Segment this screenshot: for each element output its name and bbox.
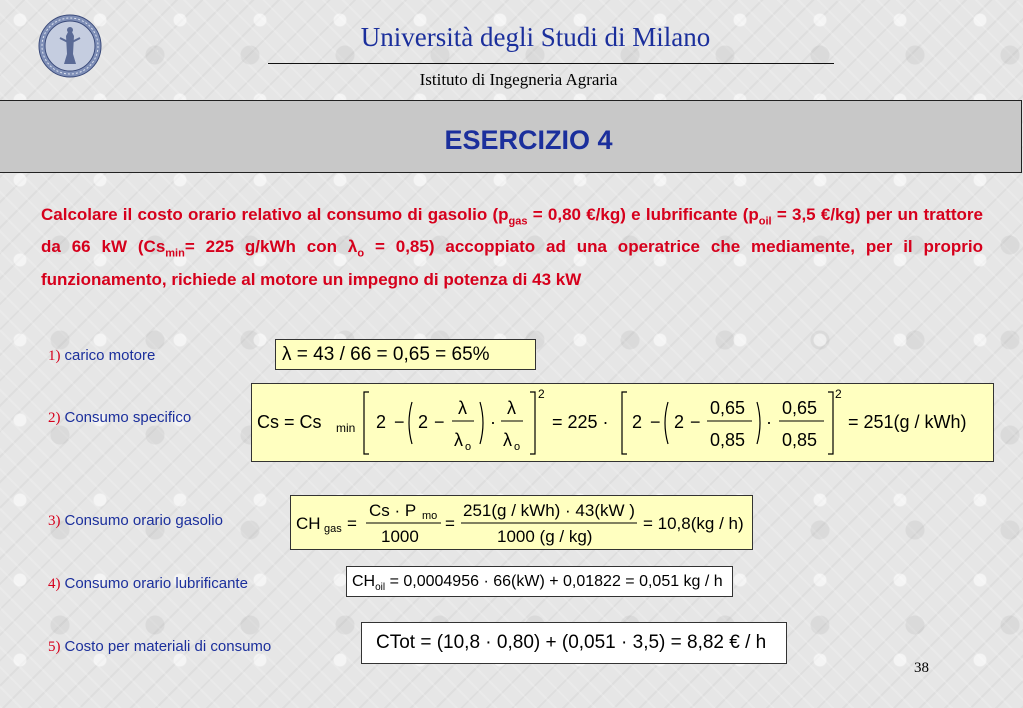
svg-text:λ: λ <box>458 398 467 418</box>
svg-text:o: o <box>514 441 521 453</box>
svg-text:·: · <box>490 412 496 432</box>
svg-text:2: 2 <box>674 412 685 432</box>
step-1-label: 1) carico motore <box>48 347 156 364</box>
svg-text:−: − <box>650 412 661 432</box>
svg-text:= 225 ·: = 225 · <box>552 412 609 432</box>
formula-engine-load: λ = 43 / 66 = 0,65 = 65% <box>275 339 536 370</box>
svg-text:CH: CH <box>296 514 321 533</box>
svg-text:λ: λ <box>503 430 512 450</box>
problem-statement: Calcolare il costo orario relativo al consumo di gasolio ($p_{gas} = 0,80$ €/kg) e lubrificante ($p_{oil} = 3,5$ €/kg) per un trattore da 66 kW ($Cs_{min}= 225$ g/kWh con $\lambda_o = 0,85$) accoppiato ad una operatrice che mediamente, per il proprio funzionamento, richiede al motore un impegno di potenza di 43 kW <box>41 205 984 289</box>
svg-text:o: o <box>465 441 472 453</box>
svg-text:1000 (g / kg): 1000 (g / kg) <box>497 527 593 546</box>
svg-text:−: − <box>434 412 445 432</box>
svg-text:0,65: 0,65 <box>710 398 746 418</box>
exercise-title: ESERCIZIO 4 <box>444 125 613 155</box>
svg-text:1000: 1000 <box>381 527 419 546</box>
svg-text:2: 2 <box>538 387 545 401</box>
diesel-consumption-equation <box>291 496 752 549</box>
svg-text:Cs · P: Cs · P <box>369 501 417 520</box>
svg-text:= 251(g / kWh): = 251(g / kWh) <box>848 412 967 432</box>
svg-text:0,65: 0,65 <box>782 398 818 418</box>
formula-total-cost: CTot = (10,8 · 0,80) + (0,051 · 3,5) = 8,82 € / h <box>361 622 787 664</box>
svg-text:= 10,8(kg / h): = 10,8(kg / h) <box>643 514 744 533</box>
svg-text:gas: gas <box>324 523 342 535</box>
specific-consumption-equation <box>252 384 993 461</box>
step-2-label: 2) Consumo specifico <box>48 409 192 426</box>
step-4-label: 4) Consumo orario lubrificante <box>48 575 248 592</box>
svg-text:0,85: 0,85 <box>782 430 818 450</box>
svg-text:Cs = Cs: Cs = Cs <box>257 412 322 432</box>
svg-text:2: 2 <box>376 412 387 432</box>
university-title: Università degli Studi di Milano <box>360 22 711 52</box>
svg-text:−: − <box>394 412 405 432</box>
svg-text:=: = <box>347 514 357 533</box>
formula-diesel-hourly-consumption <box>290 495 753 550</box>
svg-text:mo: mo <box>422 510 438 522</box>
institute-subtitle: Istituto di Ingegneria Agraria <box>419 70 618 89</box>
svg-text:2: 2 <box>632 412 643 432</box>
svg-text:λ: λ <box>454 430 463 450</box>
title-banner <box>0 100 1022 173</box>
svg-text:λ: λ <box>507 398 516 418</box>
formula-lubricant-hourly-consumption: $CH_{oil} = 0,0004956 \cdot 66(kW) + 0,01822 = 0,051$ kg / h <box>346 566 733 597</box>
svg-text:2: 2 <box>835 387 842 401</box>
svg-text:·: · <box>766 412 772 432</box>
svg-text:2: 2 <box>418 412 429 432</box>
svg-text:=: = <box>445 514 455 533</box>
page-number: 38 <box>914 660 929 676</box>
svg-text:0,85: 0,85 <box>710 430 746 450</box>
formula-specific-consumption <box>251 383 994 462</box>
svg-text:−: − <box>690 412 701 432</box>
step-5-label: 5) Costo per materiali di consumo <box>48 638 272 655</box>
step-3-label: 3) Consumo orario gasolio <box>48 512 223 529</box>
svg-text:251(g / kWh) · 43(kW ): 251(g / kWh) · 43(kW ) <box>463 501 635 520</box>
header-divider <box>268 63 834 64</box>
svg-text:min: min <box>336 421 356 435</box>
